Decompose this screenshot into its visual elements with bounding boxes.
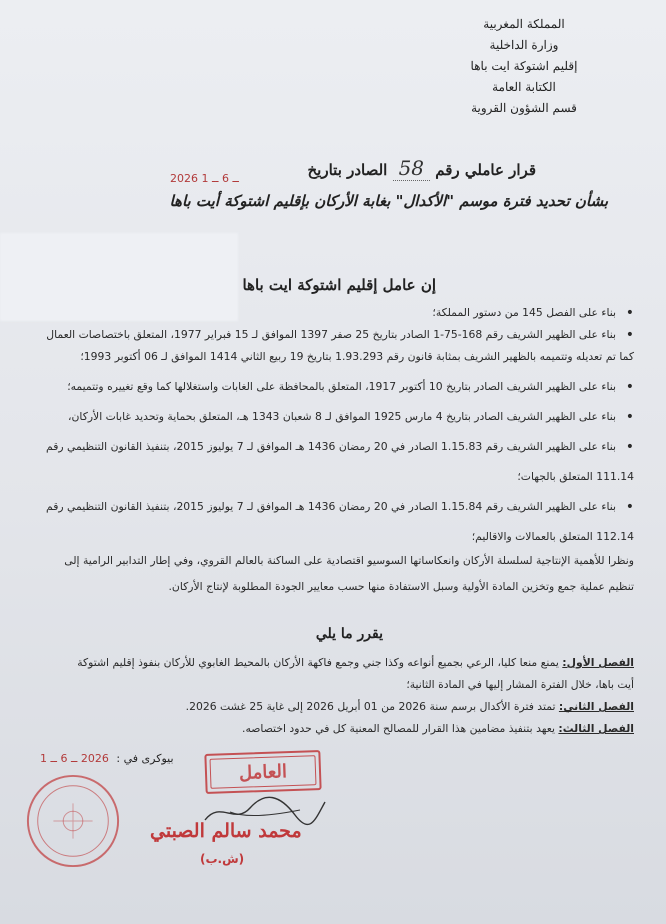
recital-continuation: 112.14 المتعلق بالعمالات والاقاليم؛ <box>471 530 634 543</box>
article-label: الفصل الثالث: <box>558 722 634 735</box>
considering-line: ونظرا للأهمية الإنتاجية لسلسلة الأركان وانعكاساتها السوسيو اقتصادية على الساكنة بالعالم القروي، وفي إطار التدابير الرامية إلى <box>64 554 634 567</box>
letterhead-line: قسم الشؤون القروية <box>471 101 577 115</box>
recital-item: • بناء على الظهير الشريف رقم 168-75-1 الصادر بتاريخ 25 صفر 1397 الموافق لـ 15 فبراير 1977، المتعلق باختصاصات العمال <box>34 324 634 346</box>
recital-item: • بناء على الفصل 145 من دستور المملكة؛ <box>34 302 634 324</box>
article-1-continuation: أيت باها، خلال الفترة المشار إليها في المادة الثانية؛ <box>406 678 634 691</box>
letterhead-line: وزارة الداخلية <box>489 38 559 52</box>
recitals-list <box>34 302 634 598</box>
letterhead-line: المملكة المغربية <box>483 17 565 31</box>
recital-item: • بناء على الظهير الشريف رقم 1.15.84 الصادر في 20 رمضان 1436 هـ الموافق لـ 7 يوليوز 2015، بتنفيذ القانون التنظيمي رقم <box>34 496 634 518</box>
official-round-stamp <box>24 772 122 870</box>
signatory-subtitle: (ش.ب) <box>200 852 245 866</box>
place-label: بيوكرى في : <box>116 752 174 765</box>
decides-heading: يقرر ما يلي <box>315 626 383 642</box>
signatory-name: محمد سالم الصبتي <box>150 820 302 842</box>
recital-item: • بناء على الظهير الشريف الصادر بتاريخ 4 مارس 1925 الموافق لـ 8 شعبان 1343 هـ، المتعلق بحماية وتحديد غابات الأركان، <box>34 406 634 428</box>
decree-title-suffix: الصادر بتاريخ <box>307 161 388 179</box>
article-3 <box>34 718 634 740</box>
articles-list <box>34 652 634 740</box>
decree-title <box>308 156 537 180</box>
decree-number: 58 <box>393 156 430 181</box>
article-label: الفصل الثاني: <box>558 700 634 713</box>
recital-continuation: 111.14 المتعلق بالجهات؛ <box>517 470 634 483</box>
article-text: يمنع منعا كليا، الرعي بجميع أنواعه وكذا جني وجمع فاكهة الأركان بالمحيط الغابوي للأركان بنفوذ إقليم اشتوكة <box>77 656 559 669</box>
article-text: يعهد بتنفيذ مضامين هذا القرار للمصالح المعنية كل في حدود اختصاصه. <box>242 722 555 735</box>
article-label: الفصل الأول: <box>562 656 634 669</box>
place-date <box>40 752 174 765</box>
article-2 <box>34 696 634 718</box>
governor-office-stamp: العامل <box>204 750 321 794</box>
signature-date-stamp: 2026 ــ 6 ــ 1 <box>40 752 109 765</box>
recital-item: • بناء على الظهير الشريف الصادر بتاريخ 10 أكتوبر 1917، المتعلق بالمحافظة على الغابات واستغلالها كما وقع تغييره وتتميمه؛ <box>34 376 634 398</box>
recital-item: • بناء على الظهير الشريف رقم 1.15.83 الصادر في 20 رمضان 1436 هـ الموافق لـ 7 يوليوز 2015، بتنفيذ القانون التنظيمي رقم <box>34 436 634 458</box>
decree-date-stamp: 2026 ــ 6 ــ 1 <box>170 172 239 185</box>
decree-subject: بشأن تحديد فترة موسم "الأكدال" بغابة الأركان بإقليم اشتوكة أيت باها <box>169 192 608 210</box>
governor-heading: إن عامل إقليم اشتوكة ايت باها <box>242 276 436 294</box>
letterhead <box>424 14 624 119</box>
recital-continuation: كما تم تعديله وتتميمه بالظهير الشريف بمثابة قانون رقم 1.93.293 بتاريخ 19 ربيع الثاني 1414 الموافق لـ 06 أكتوبر 1993؛ <box>80 350 634 363</box>
considering-line: تنظيم عملية جمع وتخزين المادة الأولية وسبل الاستفادة منها حسب معايير الجودة المطلوبة لإنتاج الأركان. <box>168 580 634 593</box>
decree-title-prefix: قرار عاملي رقم <box>435 161 536 179</box>
letterhead-line: الكتابة العامة <box>492 80 556 94</box>
letterhead-line: إقليم اشتوكة ايت باها <box>470 59 578 73</box>
article-text: تمتد فترة الأكدال برسم سنة 2026 من 01 أبريل 2026 إلى غاية 25 غشت 2026. <box>185 700 556 713</box>
article-1 <box>34 652 634 674</box>
